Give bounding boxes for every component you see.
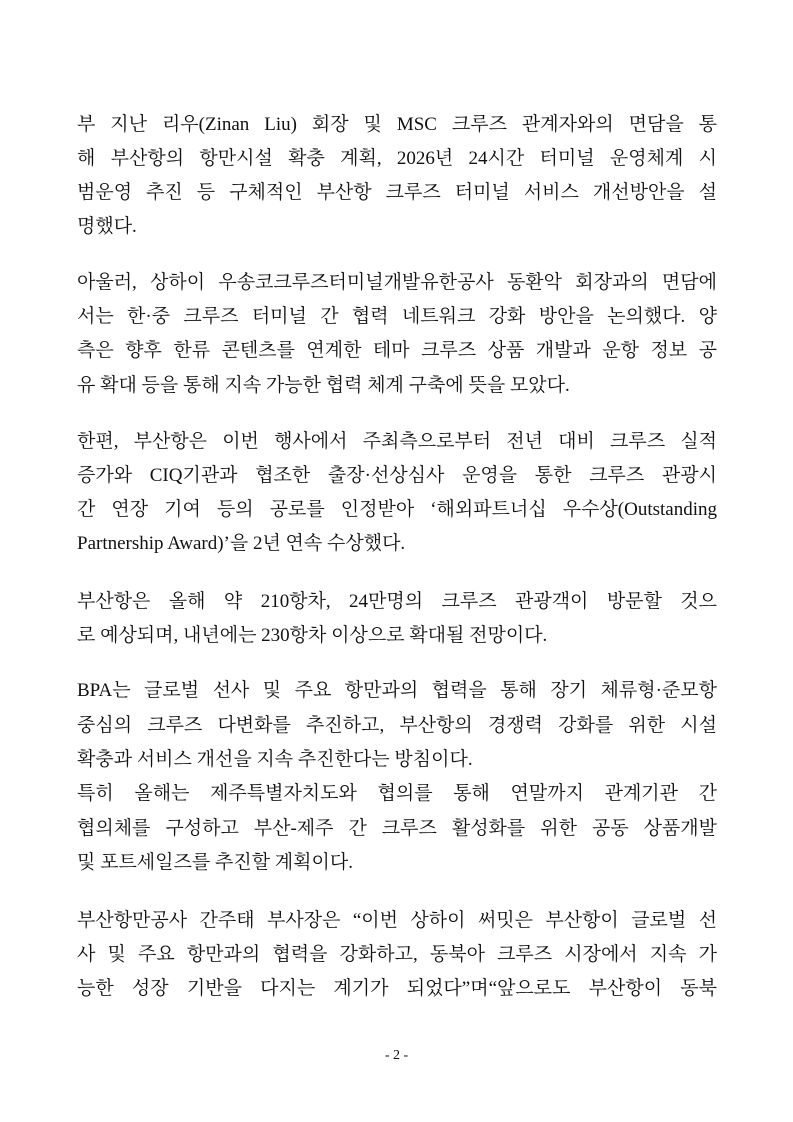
text-line: 중심의 크루즈 다변화를 추진하고, 부산항의 경쟁력 강화를 위한 시설 (77, 715, 717, 736)
text-line: 아울러, 상하이 우송코크루즈터미널개발유한공사 동환악 회장과의 면담에 (77, 272, 717, 293)
text-line: 부산항만공사 간주태 부사장은 “이번 상하이 써밋은 부산항이 글로벌 선 (77, 910, 717, 931)
text-line: Partnership Award)’을 2년 연속 수상했다. (77, 533, 406, 554)
text-line: 범운영 추진 등 구체적인 부산항 크루즈 터미널 서비스 개선방안을 설 (77, 182, 717, 203)
text-line: 간 연장 기여 등의 공로를 인정받아 ‘해외파트너십 우수상(Outstanding (77, 499, 717, 520)
text-line: BPA는 글로벌 선사 및 주요 항만과의 협력을 통해 장기 체류형·준모항 (77, 680, 717, 701)
text-line: 측은 향후 한류 콘텐츠를 연계한 테마 크루즈 상품 개발과 운항 정보 공 (77, 340, 717, 361)
text-line: 특히 올해는 제주특별자치도와 협의를 통해 연말까지 관계기관 간 (77, 783, 717, 804)
text-line: 증가와 CIQ기관과 협조한 출장·선상심사 운영을 통한 크루즈 관광시 (77, 465, 717, 486)
page-number: - 2 - (384, 1048, 409, 1063)
text-line: 유 확대 등을 통해 지속 가능한 협력 체계 구축에 뜻을 모았다. (77, 375, 570, 396)
text-line: 한편, 부산항은 이번 행사에서 주최측으로부터 전년 대비 크루즈 실적 (77, 431, 717, 452)
text-line: 서는 한·중 크루즈 터미널 간 협력 네트워크 강화 방안을 논의했다. 양 (77, 306, 717, 327)
text-line: 및 포트세일즈를 추진할 계획이다. (77, 852, 353, 873)
text-line: 부 지난 리우(Zinan Liu) 회장 및 MSC 크루즈 관계자와의 면담을 통 (77, 114, 717, 135)
text-line: 명했다. (77, 216, 137, 237)
text-line: 해 부산항의 항만시설 확충 계획, 2026년 24시간 터미널 운영체계 시 (77, 148, 717, 169)
text-line: 확충과 서비스 개선을 지속 추진한다는 방침이다. (77, 749, 473, 770)
text-line: 부산항은 올해 약 210항차, 24만명의 크루즈 관광객이 방문할 것으 (77, 591, 717, 612)
text-line: 로 예상되며, 내년에는 230항차 이상으로 확대될 전망이다. (77, 625, 548, 646)
text-line: 능한 성장 기반을 다지는 계기가 되었다”며“앞으로도 부산항이 동북 (77, 978, 717, 999)
text-line: 협의체를 구성하고 부산-제주 간 크루즈 활성화를 위한 공동 상품개발 (77, 818, 717, 839)
text-line: 사 및 주요 항만과의 협력을 강화하고, 동북아 크루즈 시장에서 지속 가 (77, 944, 717, 965)
